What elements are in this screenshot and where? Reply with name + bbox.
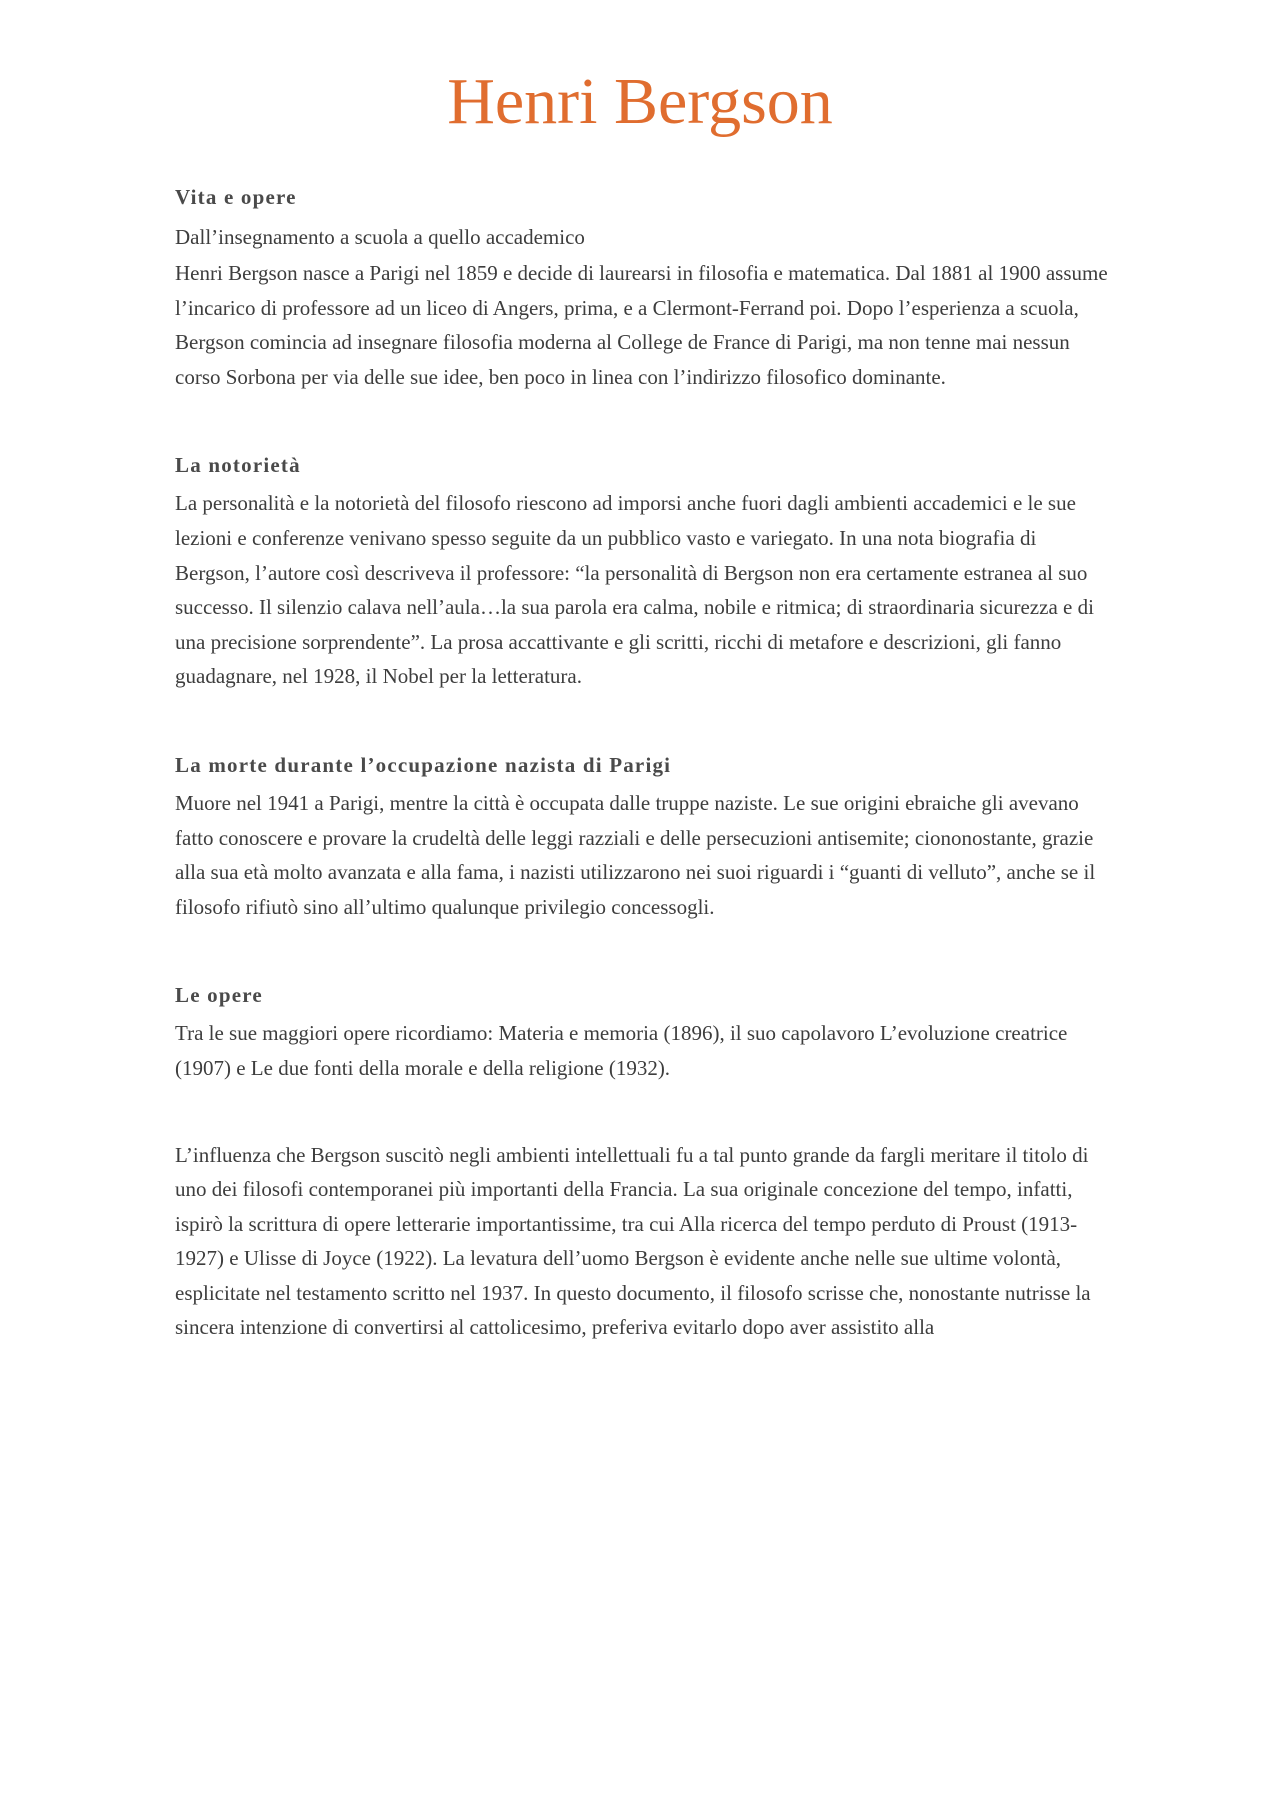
section-paragraph: Tra le sue maggiori opere ricordiamo: Materia e memoria (1896), il suo capolavoro L’evoluzione creatrice (1907) e Le due fonti della morale e della religione (1932). [175, 1021, 1068, 1080]
section-le-opere [175, 976, 1115, 1085]
section-vita-e-opere [175, 178, 1115, 394]
document-body [175, 178, 1115, 1345]
section-heading: La notorietà [175, 453, 301, 478]
section-heading: Vita e opere [175, 185, 297, 209]
document-title: Henri Bergson [447, 65, 833, 138]
section-la-morte [175, 746, 1115, 924]
spacer [175, 694, 1115, 746]
section-la-notorieta [175, 446, 1115, 694]
section-heading: Le opere [175, 983, 263, 1008]
closing-paragraph: L’influenza che Bergson suscitò negli ambienti intellettuali fu a tal punto grande da fargli meritare il titolo di uno dei filosofi contemporanei più importanti della Francia. La sua originale concezione del tempo, infatti, ispirò la scrittura di opere letterarie importantissime, tra cui Alla ricerca del tempo perduto di Proust (1913-1927) e Ulisse di Joyce (1922). La levatura dell’uomo Bergson è evidente anche nelle sue ultime volontà, esplicitate nel testamento scritto nel 1937. In questo documento, il filosofo scrisse che, nonostante nutrisse la sincera intenzione di convertirsi al cattolicesimo, preferiva evitarlo dopo aver assistito alla [175, 1142, 1091, 1340]
section-paragraph: Muore nel 1941 a Parigi, mentre la città è occupata dalle truppe naziste. Le sue origini ebraiche gli avevano fatto conoscere e provare la crudeltà delle leggi razziali e delle persecuzioni antisemite; ciononostante, grazie alla sua età molto avanzata e alla fama, i nazisti utilizzarono nei suoi riguardi i “guanti di velluto”, anche se il filosofo rifiutò sino all’ultimo qualunque privilegio concessogli. [175, 790, 1096, 919]
section-paragraph: La personalità e la notorietà del filosofo riescono ad imporsi anche fuori dagli ambienti accademici e le sue lezioni e conferenze venivano spesso seguite da un pubblico vasto e variegato. In una nota biografia di Bergson, l’autore così descriveva il professore: “la personalità di Bergson non era certamente estranea al suo successo. Il silenzio calava nell’aula…la sua parola era calma, nobile e ritmica; di straordinaria sicurezza e di una precisione sorprendente”. La prosa accattivante e gli scritti, ricchi di metafore e descrizioni, gli fanno guadagnare, nel 1928, il Nobel per la letteratura. [175, 491, 1094, 689]
section-heading: La morte durante l’occupazione nazista di Parigi [175, 752, 672, 777]
section-subheading: Dall’insegnamento a scuola a quello accademico [175, 225, 585, 249]
spacer [175, 394, 1115, 446]
spacer [175, 1086, 1115, 1136]
spacer [175, 924, 1115, 976]
section-paragraph: Henri Bergson nasce a Parigi nel 1859 e decide di laurearsi in filosofia e matematica. Dal 1881 al 1900 assume l’incarico di professore ad un liceo di Angers, prima, e a Clermont-Ferrand poi. Dopo l’esperienza a scuola, Bergson comincia ad insegnare filosofia moderna al College de France di Parigi, ma non tenne mai nessun corso Sorbona per via delle sue idee, ben poco in linea con l’indirizzo filosofico dominante. [175, 261, 1108, 389]
